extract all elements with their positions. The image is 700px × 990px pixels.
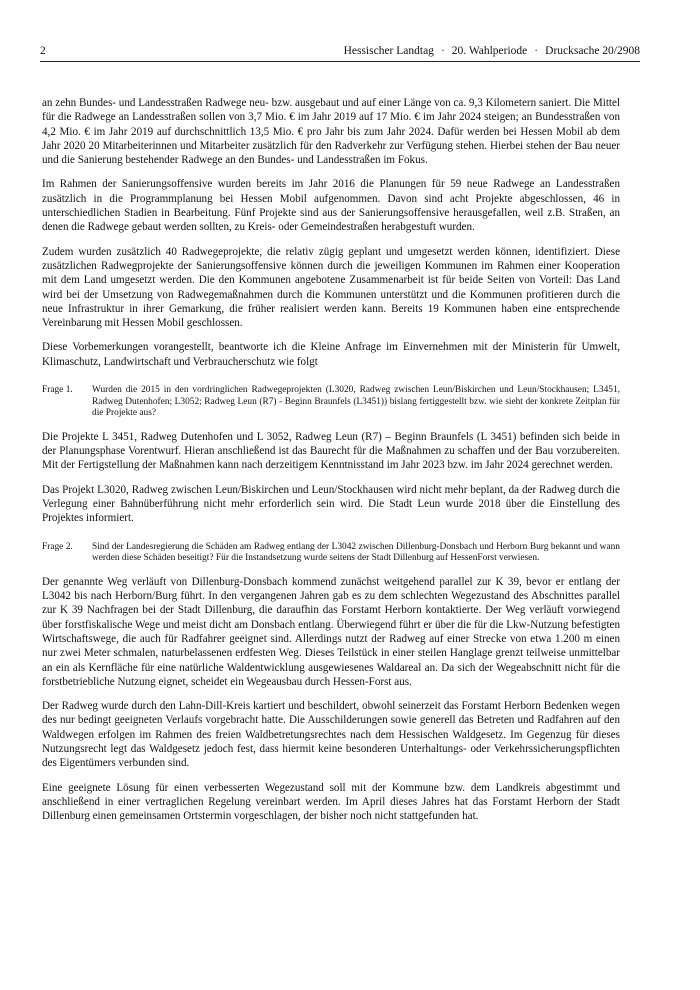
- answer-paragraph: Eine geeignete Lösung für einen verbesserten Wegezustand soll mit der Kommune bzw. dem Landkreis abgestimmt und anschließend in einer vertraglichen Regelung vereinbart werden. Im April dieses Jahres hat das Forstamt Herborn der Stadt Dillenburg einen gemeinsamen Ortstermin vorgeschlagen, der bisher noch nicht stattgefunden hat.: [42, 781, 620, 823]
- intro-paragraph: Im Rahmen der Sanierungsoffensive wurden bereits im Jahr 2016 die Planungen für 59 neue Radwege an Landesstraßen zusätzlich in die Programmplanung bei Hessen Mobil aufgenommen. Davon sind acht Projekte abgeschlossen, 46 in unterschiedlichen Stadien in Bearbeitung. Fünf Projekte sind aus der Sanierungsoffensive herausgefallen, weil z.B. Straßen, an denen die Radwege gebaut werden sollten, zu Kreis- oder Gemeindestraßen herabgestuft wurden.: [42, 178, 620, 234]
- question-text: Sind der Landesregierung die Schäden am Radweg entlang der L3042 zwischen Dillenburg-Donsbach und Herborn Burg bekannt und wann werden diese Schäden beseitigt? Für die Instandsetzung wurde seitens der Stadt Dillenburg auf HessenForst verwiesen.: [92, 541, 620, 564]
- answer-paragraph: Der Radweg wurde durch den Lahn-Dill-Kreis kartiert und beschildert, obwohl seinerzeit das Forstamt Herborn Bedenken wegen des nur bedingt geeigneten Verlaufs vorgebracht hatte. Die Ausschilderungen sowie generell das Betreten und Radfahren auf den Waldwegen erfolgen im Rahmen des freien Waldbetretungsrechtes nach dem Hessischen Waldgesetz. Im Gegenzug für dieses Nutzungsrecht legt das Waldgesetz jedoch fest, dass hiermit keine besonderen Unterhaltungs- oder Verkehrssicherungspflichten des Eigentümers verbunden sind.: [42, 700, 620, 770]
- publisher-name: Hessischer Landtag: [343, 45, 434, 57]
- question-block-2: [42, 542, 620, 565]
- question-block-1: [42, 385, 620, 420]
- question-text: Wurden die 2015 in den vordringlichen Radwegeprojekten (L3020, Radweg zwischen Leun/Biskirchen und Leun/Stockhausen; L3451, Radweg Dutenhofen; L3052; Radweg Leun (R7) - Beginn Braunfels (L3451)) bislang fertiggestellt bzw. wie sieht der konkrete Zeitplan für die Projekte aus?: [92, 385, 620, 419]
- answer-paragraph: Der genannte Weg verläuft von Dillenburg-Donsbach kommend zunächst weitgehend parallel zur K 39, bevor er entlang der L3042 bis nach Herborn/Burg führt. In den vergangenen Jahren gab es zu dem schlechten Wegezustand des Abschnittes parallel zur K 39 Nachfragen bei der Stadt Dillenburg, die daraufhin das Forstamt Herborn kontaktierte. Der Weg verläuft vorwiegend über forstfiskalische Wege und meist dicht am Donsbach entlang. Überwiegend führt er über die für die Lkw-Nutzung befestigten Wirtschaftswege, die auch für Radfahrer geeignet sind. Allerdings nutzt der Radweg auf einer Strecke von etwa 1.200 m einen nur zwei Meter schmalen, naturbelassenen erdfesten Weg. Dieses Teilstück in einer steilen Hanglage grenzt teilweise unmittelbar an ein als Kernfläche für eine natürliche Waldentwicklung ausgewiesenes Waldareal an. Da sich der Wegeabschnitt nicht für die forstbetriebliche Nutzung eignet, scheidet ein Wegeausbau durch Hessen-Forst aus.: [42, 575, 620, 688]
- header-separator: ·: [534, 45, 539, 57]
- intro-paragraph: Zudem wurden zusätzlich 40 Radwegeprojekte, die relativ zügig geplant und umgesetzt werden können, identifiziert. Diese zusätzlichen Radwegprojekte der Sanierungsoffensive können durch die jeweiligen Kommunen im Rahmen einer Kooperation mit dem Land umgesetzt werden. Die den Kommunen angebotene Zusammenarbeit ist für beide Seiten von Vorteil: Das Land wird bei der Umsetzung von Radwegemaßnahmen durch die Kommunen unterstützt und die Kommunen profitieren durch die neue Infrastruktur in ihrer Gemarkung, die früher realisiert werden kann. Bereits 19 Kommunen haben eine entsprechende Vereinbarung mit Hessen Mobil geschlossen.: [42, 245, 620, 330]
- intro-paragraph: an zehn Bundes- und Landesstraßen Radwege neu- bzw. ausgebaut und auf einer Länge von ca. 9,3 Kilometern saniert. Die Mittel für die Radwege an Landesstraßen sollen von 3,7 Mio. € im Jahr 2019 auf 17 Mio. € im Jahr 2024 steigen; an Bundesstraßen von 4,2 Mio. € im Jahr 2019 auf durchschnittlich 13,5 Mio. € pro Jahr bis zum Jahr 2024. Dafür werden bei Hessen Mobil ab dem Jahr 2020 20 Mitarbeiterinnen und Mitarbeiter zusätzlich für den Radverkehr zur Verfügung stehen. Hierbei stehen der Bau neuer und die Sanierung bestehender Radwege an den Bundes- und Landesstraßen im Fokus.: [42, 97, 620, 167]
- answer-paragraph: Die Projekte L 3451, Radweg Dutenhofen und L 3052, Radweg Leun (R7) – Beginn Braunfels (L 3451) befinden sich beide in der Planungsphase Vorentwurf. Hieran anschließend ist das Baurecht für die Maßnahmen zu schaffen und der Bau vorzubereiten. Mit der Fertigstellung der Maßnahmen kann nach derzeitigem Kenntnisstand im Jahr 2023 bzw. im Jahr 2024 gerechnet werden.: [42, 430, 620, 472]
- page-number: 2: [40, 45, 46, 57]
- legislative-period: 20. Wahlperiode: [451, 45, 528, 57]
- question-label: Frage 2.: [42, 541, 73, 552]
- document-body: [42, 96, 620, 834]
- answer-paragraph: Das Projekt L3020, Radweg zwischen Leun/Biskirchen und Leun/Stockhausen wird nicht mehr beplant, da der Radweg durch die Verlegung einer Bahnüberführung nicht mehr erforderlich sein wird. Die Stadt Leun wurde 2018 über die Einstellung des Projektes informiert.: [42, 483, 620, 525]
- question-label: Frage 1.: [42, 385, 73, 396]
- document-reference: Drucksache 20/2908: [545, 45, 640, 57]
- running-header: [40, 44, 640, 62]
- intro-paragraph: Diese Vorbemerkungen vorangestellt, beantworte ich die Kleine Anfrage im Einvernehmen mit der Ministerin für Umwelt, Klimaschutz, Landwirtschaft und Verbraucherschutz wie folgt: [42, 341, 620, 368]
- header-separator: ·: [440, 45, 445, 57]
- running-head-right: [40, 44, 640, 58]
